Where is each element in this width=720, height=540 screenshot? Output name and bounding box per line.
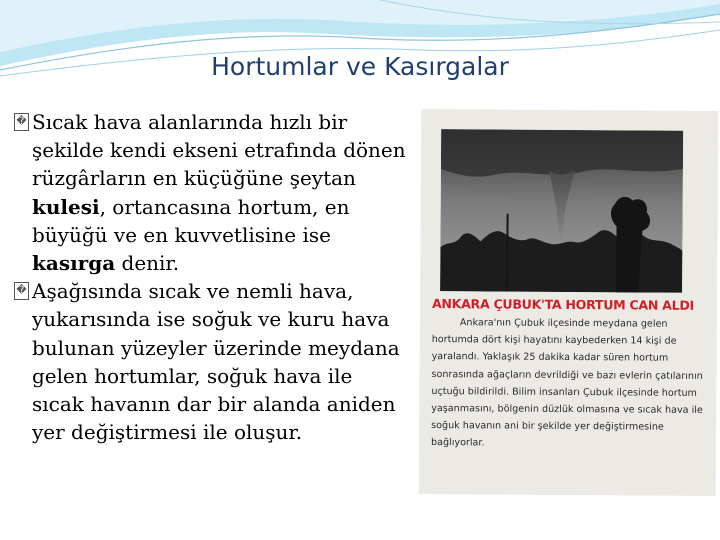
paragraph-2-text: Aşağısında sıcak ve nemli hava, yukarısında ise soğuk ve kuru hava bulunan yüzeyler üzerinde meydana gelen hortumlar, soğuk hava ile sıcak havanın dar bir alanda aniden yer değiştirmesi ile oluşur. [32,279,400,445]
clipping-headline: ANKARA ÇUBUK'TA HORTUM CAN ALDI [431,296,694,313]
paragraph-definition [14,108,409,277]
paragraph-1-text-end: denir. [115,251,180,276]
newspaper-clipping [419,109,719,496]
tornado-photo [440,129,683,293]
paragraph-1-text: Sıcak hava alanlarında hızlı bir şekilde kendi ekseni etrafında dönen rüzgârların en küçüğüne şeytan [32,110,406,191]
term-kasirga: kasırga [32,251,116,276]
term-kulesi: kulesi [32,194,100,219]
paragraph-1-text-middle: , ortancasına hortum, en büyüğü ve en kuvvetlisine ise [32,194,350,247]
missing-glyph-bullet-icon: � [14,113,29,131]
paragraph-formation [14,277,409,446]
slide-title: Hortumlar ve Kasırgalar [211,52,509,81]
missing-glyph-bullet-icon: � [14,282,29,300]
photo-cloud-base [441,129,683,178]
clipping-body-text: Ankara'nın Çubuk ilçesinde meydana gelen hortumda dört kişi hayatını kaybederken 14 kişi de yaralandı. Yaklaşık 25 dakika kadar süren hortum sonrasında ağaçların devrildiği ve bazı evlerin çatılarının uçtuğu bildirildi. Bilim insanları Çubuk ilçesinde hortum yaşanmasını, bölgenin düzlük olmasına ve sıcak hava ile soğuk havanın ani bir şekilde yer değiştirmesine bağlıyorlar. [430,317,703,449]
slide-body [14,108,409,446]
